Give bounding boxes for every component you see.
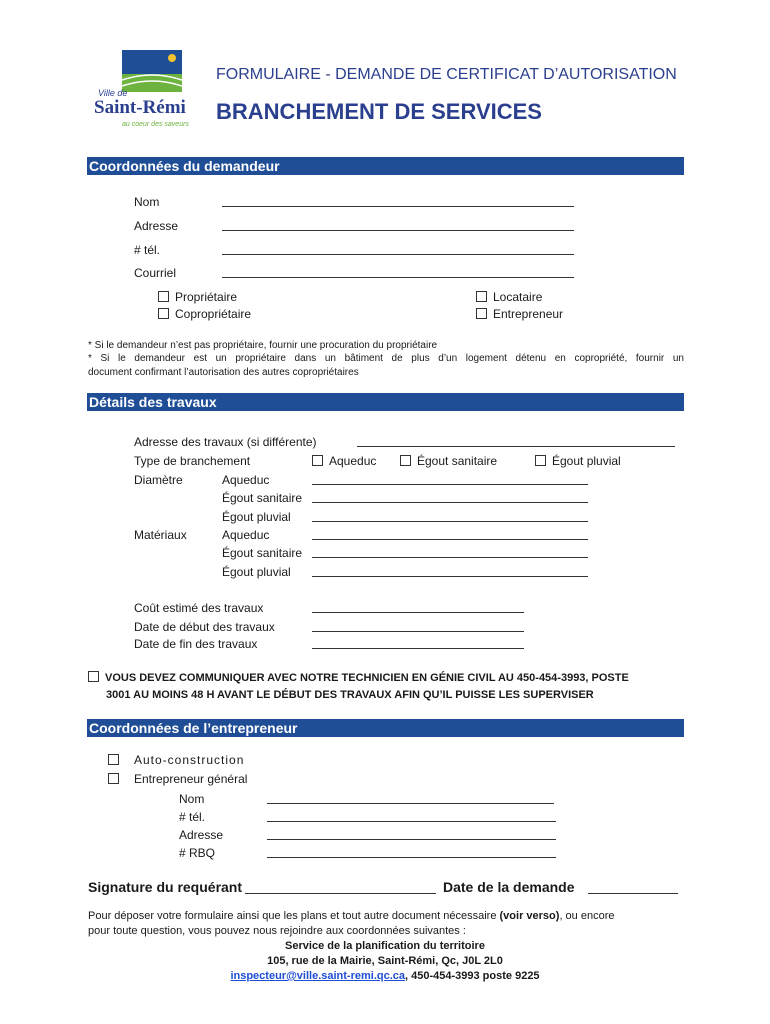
note-proxy: * Si le demandeur n’est pas propriétaire, fournir une procuration du propriétaire xyxy=(88,340,438,351)
contractor-phone-label: # tél. xyxy=(179,810,206,824)
section-applicant-heading: Coordonnées du demandeur xyxy=(87,157,684,175)
checkbox-owner[interactable] xyxy=(158,290,237,304)
checkbox-contractor[interactable] xyxy=(476,307,563,321)
note-coownership-2: document confirmant l’autorisation des autres copropriétaires xyxy=(88,367,359,378)
materials-storm-label: Égout pluvial xyxy=(222,565,291,579)
notice-line2: 3001 AU MOINS 48 H AVANT LE DÉBUT DES TRAVAUX AFIN QU’IL PUISSE LES SUPERVISER xyxy=(106,689,594,701)
logo-line1: Ville de xyxy=(98,88,128,98)
cost-line[interactable] xyxy=(312,612,524,613)
footer-intro-line2: pour toute question, vous pouvez nous rejoindre aux coordonnées suivantes : xyxy=(88,925,466,937)
general-contractor-label: Entrepreneur général xyxy=(134,772,248,786)
field-label-phone: # tél. xyxy=(134,243,161,257)
checkbox-icon[interactable] xyxy=(108,773,119,784)
request-date-line[interactable] xyxy=(588,893,678,894)
cost-label: Coût estimé des travaux xyxy=(134,601,264,615)
checkbox-general-contractor[interactable] xyxy=(108,772,247,786)
signature-label: Signature du requérant xyxy=(88,879,243,895)
self-build-label: Auto-construction xyxy=(134,753,245,767)
checkbox-coowner[interactable] xyxy=(158,307,251,321)
checkbox-tenant-label: Locataire xyxy=(493,290,543,304)
checkbox-contractor-label: Entrepreneur xyxy=(493,307,564,321)
branch-aqueduct-label: Aqueduc xyxy=(329,454,377,468)
work-address-line[interactable] xyxy=(357,446,675,447)
main-title: BRANCHEMENT DE SERVICES xyxy=(216,99,542,124)
footer-email-link[interactable]: inspecteur@ville.saint-remi.qc.ca xyxy=(230,970,406,982)
contractor-rbq-label: # RBQ xyxy=(179,846,216,860)
checkbox-branch-sanitary[interactable] xyxy=(400,454,497,468)
diameter-storm-label: Égout pluvial xyxy=(222,510,291,524)
diameter-aqueduct-label: Aqueduc xyxy=(222,473,270,487)
footer-intro-a: Pour déposer votre formulaire ainsi que les plans et tout autre document nécessaire xyxy=(88,910,500,922)
end-date-label: Date de fin des travaux xyxy=(134,637,258,651)
logo-tagline: au coeur des saveurs xyxy=(122,121,189,128)
section-work-heading: Détails des travaux xyxy=(87,393,684,411)
checkbox-branch-aqueduct[interactable] xyxy=(312,454,376,468)
checkbox-coowner-label: Copropriétaire xyxy=(175,307,252,321)
field-email-line[interactable] xyxy=(222,277,574,278)
branch-type-label: Type de branchement xyxy=(134,454,251,468)
materials-aqueduct-line[interactable] xyxy=(312,539,588,540)
footer-intro-bold: (voir verso) xyxy=(499,910,560,922)
materials-sanitary-label: Égout sanitaire xyxy=(222,546,303,560)
request-date-label: Date de la demande xyxy=(443,879,575,895)
field-address-line[interactable] xyxy=(222,230,574,231)
start-date-line[interactable] xyxy=(312,631,524,632)
field-label-email: Courriel xyxy=(134,266,177,280)
materials-storm-line[interactable] xyxy=(312,576,588,577)
branch-storm-label: Égout pluvial xyxy=(552,454,621,468)
form-title: FORMULAIRE - DEMANDE DE CERTIFICAT D’AUTORISATION xyxy=(216,66,677,83)
footer-contact xyxy=(0,970,770,982)
footer-phone: , 450-454-3993 poste 9225 xyxy=(405,970,540,982)
materials-sanitary-line[interactable] xyxy=(312,557,588,558)
checkbox-icon[interactable] xyxy=(535,455,546,466)
footer-address: 105, rue de la Mairie, Saint-Rémi, Qc, J0L 2L0 xyxy=(267,955,503,967)
checkbox-self-build[interactable] xyxy=(108,753,244,767)
section-contractor-heading: Coordonnées de l’entrepreneur xyxy=(87,719,684,737)
contractor-address-line[interactable] xyxy=(267,839,556,840)
contractor-name-label: Nom xyxy=(179,792,205,806)
contractor-name-line[interactable] xyxy=(267,803,554,804)
materials-label: Matériaux xyxy=(134,528,187,542)
branch-sanitary-label: Égout sanitaire xyxy=(417,454,498,468)
materials-aqueduct-label: Aqueduc xyxy=(222,528,270,542)
note-coownership-1: * Si le demandeur est un propriétaire dans un bâtiment de plus d’un logement détenu en copropriété, fournir un xyxy=(88,353,684,364)
checkbox-branch-storm[interactable] xyxy=(535,454,621,468)
field-phone-line[interactable] xyxy=(222,254,574,255)
contractor-phone-line[interactable] xyxy=(267,821,556,822)
checkbox-icon[interactable] xyxy=(158,291,169,302)
checkbox-icon[interactable] xyxy=(312,455,323,466)
logo-line2: Saint-Rémi xyxy=(94,97,186,118)
signature-line[interactable] xyxy=(245,893,436,894)
field-label-address: Adresse xyxy=(134,219,179,233)
field-label-name: Nom xyxy=(134,195,160,209)
checkbox-icon[interactable] xyxy=(158,308,169,319)
diameter-label: Diamètre xyxy=(134,473,183,487)
checkbox-icon[interactable] xyxy=(476,291,487,302)
start-date-label: Date de début des travaux xyxy=(134,620,275,634)
diameter-aqueduct-line[interactable] xyxy=(312,484,588,485)
technician-notice[interactable] xyxy=(88,671,629,684)
checkbox-tenant[interactable] xyxy=(476,290,542,304)
contractor-address-label: Adresse xyxy=(179,828,224,842)
field-name-line[interactable] xyxy=(222,206,574,207)
diameter-sanitary-line[interactable] xyxy=(312,502,588,503)
checkbox-icon[interactable] xyxy=(400,455,411,466)
diameter-storm-line[interactable] xyxy=(312,521,588,522)
contractor-rbq-line[interactable] xyxy=(267,857,556,858)
footer-intro-line1 xyxy=(88,910,614,922)
checkbox-icon[interactable] xyxy=(476,308,487,319)
checkbox-icon[interactable] xyxy=(108,754,119,765)
footer-service: Service de la planification du territoire xyxy=(285,940,485,952)
work-address-label: Adresse des travaux (si différente) xyxy=(134,435,317,449)
footer-intro-b: , ou encore xyxy=(559,910,615,922)
end-date-line[interactable] xyxy=(312,648,524,649)
logo xyxy=(92,50,197,135)
notice-line1: VOUS DEVEZ COMMUNIQUER AVEC NOTRE TECHNICIEN EN GÉNIE CIVIL AU 450-454-3993, POSTE xyxy=(105,672,629,684)
checkbox-owner-label: Propriétaire xyxy=(175,290,238,304)
logo-emblem-icon xyxy=(122,50,182,92)
diameter-sanitary-label: Égout sanitaire xyxy=(222,491,303,505)
checkbox-icon[interactable] xyxy=(88,671,99,682)
